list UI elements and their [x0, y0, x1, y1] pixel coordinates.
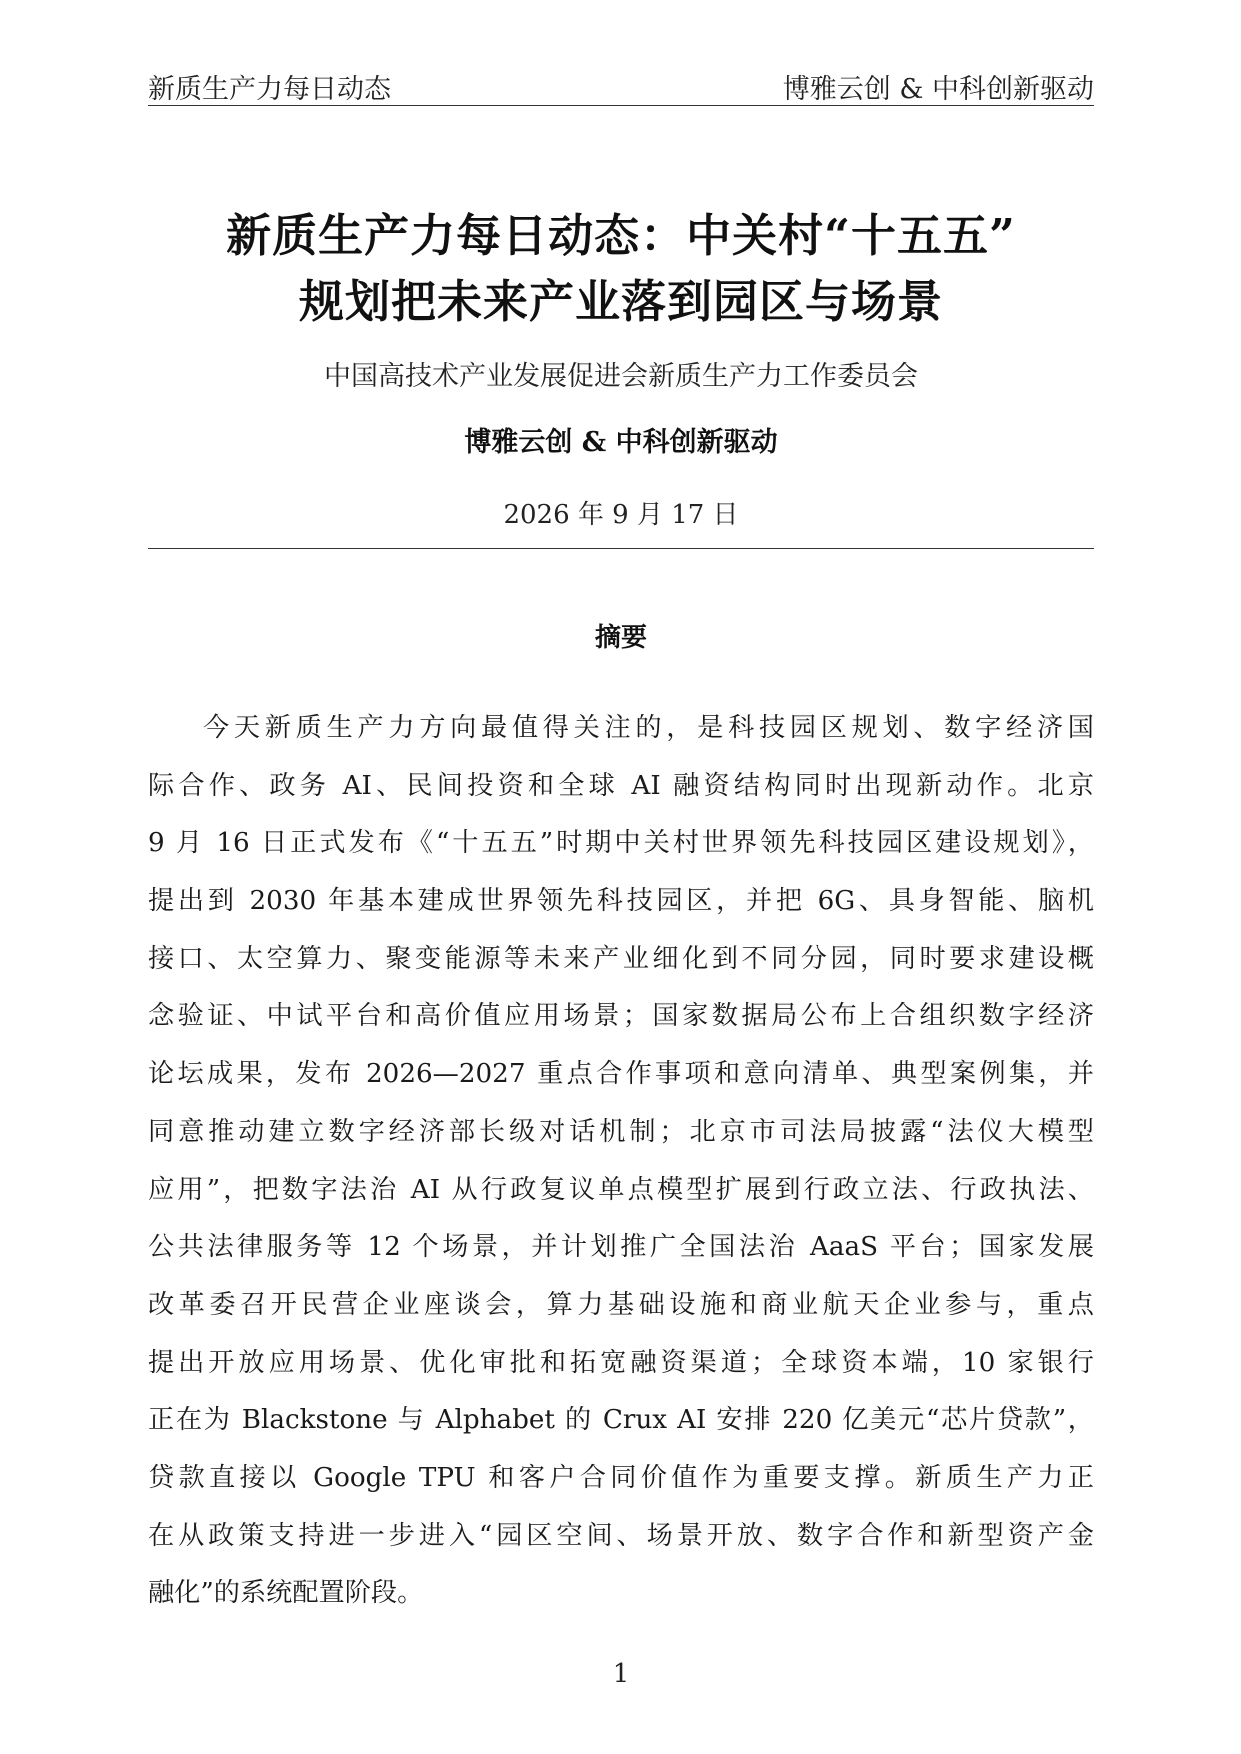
abstract-line: 念验证、中试平台和高价值应用场景；国家数据局公布上合组织数字经济 [148, 1001, 1094, 1032]
running-header [148, 66, 1094, 106]
abstract-line: 今天新质生产力方向最值得关注的，是科技园区规划、数字经济国 [203, 713, 1094, 743]
header-right-authors: 博雅云创 & 中科创新驱动 [782, 74, 1094, 105]
abstract-line: 融化”的系统配置阶段。 [148, 1578, 424, 1609]
abstract-line: 改革委召开民营企业座谈会，算力基础设施和商业航天企业参与，重点 [148, 1289, 1094, 1320]
abstract-line: 在从政策支持进一步进入“园区空间、场景开放、数字合作和新型资产金 [148, 1520, 1094, 1551]
abstract-line: 应用”，把数字法治 AI 从行政复议单点模型扩展到行政立法、行政执法、 [148, 1174, 1094, 1205]
abstract-heading: 摘要 [594, 623, 647, 653]
title-rule [148, 548, 1094, 549]
abstract-line: 贷款直接以 Google TPU 和客户合同价值作为重要支撑。新质生产力正 [148, 1462, 1094, 1493]
abstract-line: 提出开放应用场景、优化审批和拓宽融资渠道；全球资本端，10 家银行 [148, 1347, 1094, 1378]
organization: 中国高技术产业发展促进会新质生产力工作委员会 [324, 361, 918, 392]
byline: 博雅云创 & 中科创新驱动 [464, 427, 778, 458]
abstract-body [148, 700, 1094, 1623]
page-number: 1 [612, 1659, 630, 1689]
document-title [148, 203, 1094, 335]
header-rule [148, 105, 1094, 106]
header-left-title: 新质生产力每日动态 [148, 74, 391, 105]
abstract-line: 接口、太空算力、聚变能源等未来产业细化到不同分园，同时要求建设概 [148, 943, 1094, 974]
abstract-line: 公共法律服务等 12 个场景，并计划推广全国法治 AaaS 平台；国家发展 [148, 1232, 1094, 1263]
abstract-line: 正在为 Blackstone 与 Alphabet 的 Crux AI 安排 220 亿美元“芯片贷款”， [148, 1405, 1094, 1436]
abstract-line: 论坛成果，发布 2026—2027 重点合作事项和意向清单、典型案例集，并 [148, 1059, 1094, 1090]
title-line-2: 规划把未来产业落到园区与场景 [298, 275, 943, 328]
title-line-1: 新质生产力每日动态：中关村“十五五” [226, 209, 1016, 262]
abstract-line: 同意推动建立数字经济部长级对话机制；北京市司法局披露“法仪大模型 [148, 1116, 1094, 1147]
abstract-line: 9 月 16 日正式发布《“十五五”时期中关村世界领先科技园区建设规划》， [148, 828, 1094, 859]
abstract-line: 际合作、政务 AI、民间投资和全球 AI 融资结构同时出现新动作。北京 [148, 770, 1094, 801]
publication-date: 2026 年 9 月 17 日 [503, 500, 739, 530]
abstract-line: 提出到 2030 年基本建成世界领先科技园区，并把 6G、具身智能、脑机 [148, 886, 1094, 917]
document-page [148, 0, 1094, 1754]
